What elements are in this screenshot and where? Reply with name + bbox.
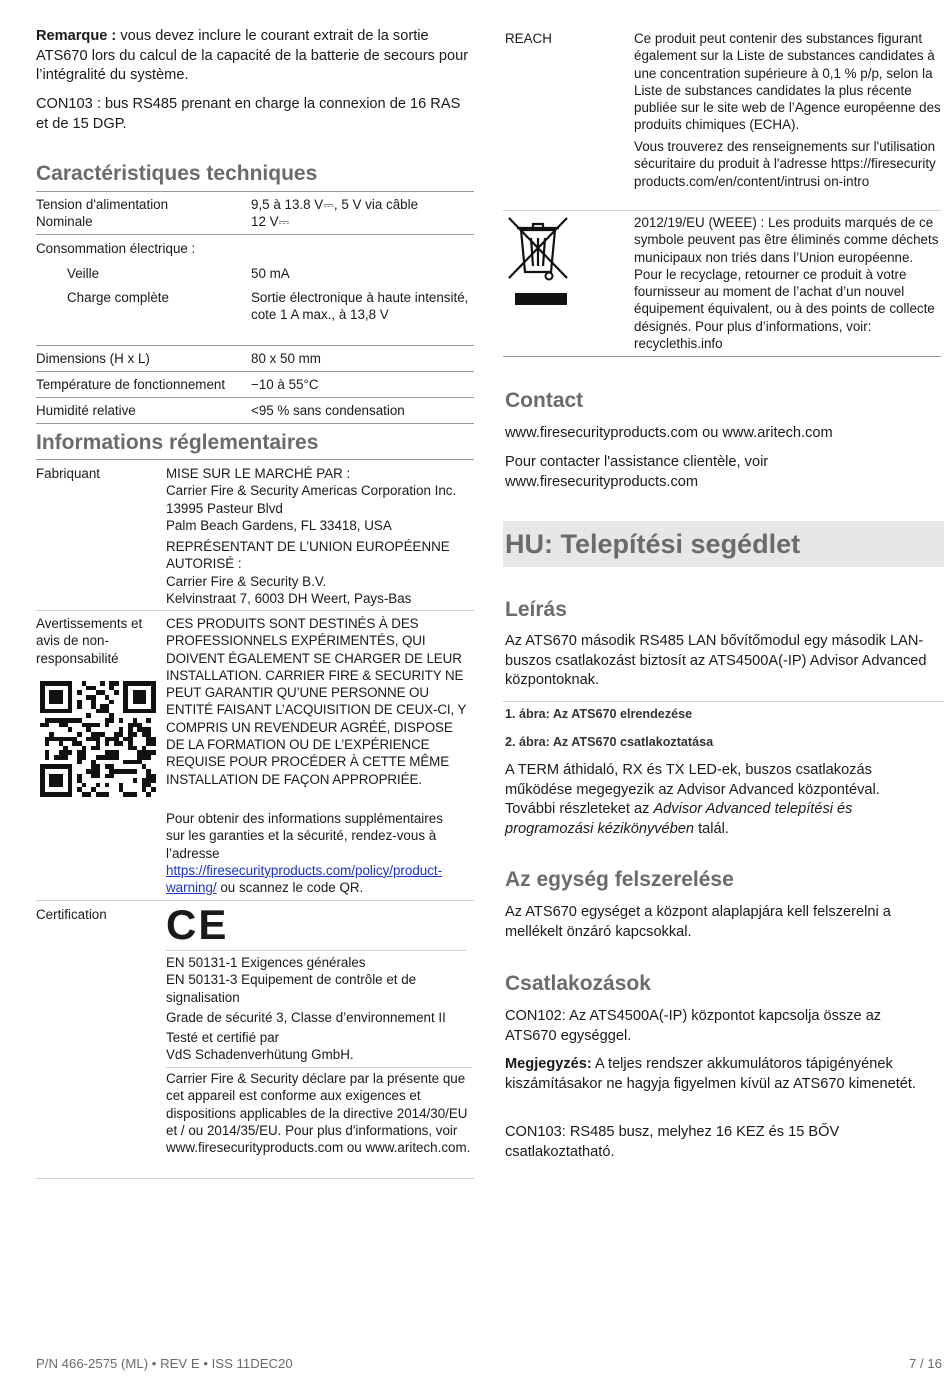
contact-title: Contact (505, 389, 584, 412)
voltage-label-b: Nominale (36, 214, 93, 230)
weee-text: 2012/19/EU (WEEE) : Les produits marqués de ce symbole peuvent pas être éliminés comme déchets municipaux non triés dans l’Union européenne. Pour le recyclage, retourner ce produit à votre fournisseur au moment de l’achat d’un nouvel équipement équivalent, ou à des points de collecte désignés. Pour plus d’informations, voir: recyclethis.info (634, 215, 939, 352)
description-title: Leírás (505, 598, 567, 621)
temperature-label: Température de fonctionnement (36, 377, 226, 392)
note-paragraph (36, 27, 474, 86)
figure-divider (503, 701, 944, 702)
voltage-value-a: 9,5 à 13.8 V⎓, 5 V via câble (251, 197, 419, 212)
humidity-label: Humidité relative (36, 403, 136, 418)
certification-label: Certification (36, 907, 107, 922)
dimensions-label: Dimensions (H x L) (36, 351, 150, 366)
tech-row-dimensions (36, 346, 474, 372)
warnings-qr-text: ou scannez le code QR. (216, 880, 364, 896)
mounting-title: Az egység felszerelése (505, 868, 734, 891)
reg-row-warnings (36, 611, 474, 901)
reach-text: Ce produit peut contenir des substances figurant également sur la Liste de substances candidates à une concentration supérieure à 0,1 % p/p, selon la Liste de substances candidates la plus récente publiée sur le site web de l’Agence européenne des produits chimiques (ECHA). (634, 31, 941, 133)
certification-declaration: Carrier Fire & Security déclare par la présente que cet appareil est conforme aux exigences et dispositions applicables de la directive 2014/30/EU et / ou 2014/35/EU. Pour plus d'informations, voir www.firesecurityproducts.com ou www.aritech.com. (166, 1071, 471, 1156)
weee-bin-icon (505, 214, 571, 309)
description-details (505, 761, 925, 839)
tech-row-temperature (36, 372, 474, 398)
reach-label: REACH (505, 31, 552, 46)
ce-mark-text: CE (166, 901, 229, 948)
humidity-value: <95 % sans condensation (251, 403, 405, 418)
mounting-text: Az ATS670 egységet a központ alaplapjára kell felszerelni a mellékelt önzáró kapcsokkal. (505, 904, 891, 940)
contact-websites: www.firesecurityproducts.com ou www.aritech.com (505, 425, 833, 441)
description-details-text: A TERM áthidaló, RX és TX LED-ek, buszos csatlakozás működése megegyezik az Advisor Advanced központéval. További részleteket az (505, 762, 880, 817)
description-text: Az ATS670 második RS485 LAN bővítőmodul egy második LAN-buszos csatlakozást biztosít az ATS4500A(-IP) Advisor Advanced központoknak. (505, 633, 927, 688)
voltage-label-a: Tension d'alimentation (36, 197, 169, 212)
connections-con102: CON102: Az ATS4500A(-IP) központot kapcsolja össze az ATS670 egységgel. (505, 1008, 882, 1044)
tech-row-consumption (36, 235, 474, 346)
manufacturer-text-2: REPRÉSENTANT DE L’UNION EUROPÉENNE AUTORISÉ : Carrier Fire & Security B.V. Kelvinstraat 7, 6003 DH Weert, Pays-Bas (166, 539, 450, 606)
footer-part-number: P/N 466-2575 (ML) • REV E • ISS 11DEC20 (36, 1356, 293, 1371)
warnings-more-text: Pour obtenir des informations supplémentaires sur les garanties et la sécurité, rendez-vous à l’adresse (166, 811, 443, 861)
certification-standards: EN 50131-1 Exigences générales EN 50131-3 Equipement de contrôle et de signalisation (166, 955, 417, 1005)
reg-row-certification (36, 901, 474, 1179)
warnings-text: CES PRODUITS SONT DESTINÉS À DES PROFESSIONNELS EXPÉRIMENTÉS, QUI DOIVENT ÉGALEMENT SE CHARGER DE LEUR INSTALLATION. CARRIER FIRE & SECURITY NE PEUT GARANTIR QU’UNE PERSONNE OU ENTITÉ FAISANT L’ACQUISITION DE CEUX-CI, Y COMPRIS UN REVENDEUR AGRÉÉ, DISPOSE DE LA FORMATION OU DE L’EXPÉRIENCE REQUISE POUR PROCÉDER À CETTE MÊME INSTALLATION DE FAÇON APPROPRIÉE. (166, 616, 467, 787)
weee-divider (503, 210, 941, 211)
reg-table (36, 459, 474, 1179)
dimensions-value: 80 x 50 mm (251, 351, 321, 366)
qr-code-icon (40, 681, 156, 797)
tech-section-title: Caractéristiques techniques (36, 162, 318, 185)
reg-section-title: Informations réglementaires (36, 431, 319, 454)
connections-title: Csatlakozások (505, 972, 651, 995)
note-text: vous devez inclure le courant extrait de la sortie ATS670 lors du calcul de la capacité de la batterie de secours pour l’intégralité du système. (36, 28, 469, 83)
contact-support: Pour contacter l'assistance clientèle, voir www.firesecurityproducts.com (505, 454, 769, 490)
manufacturer-label: Fabriquant (36, 466, 101, 481)
reach-address-text: Vous trouverez des renseignements sur l'utilisation sécuritaire du produit à l'adresse https://firesecurityproducts.com/en/content/intrusi on-intro (634, 139, 936, 189)
warnings-label: Avertissements et avis de non-responsabilité (36, 616, 143, 666)
tech-row-humidity (36, 398, 474, 424)
voltage-value (251, 196, 418, 231)
consumption-label: Consommation électrique : (36, 241, 196, 256)
description-details-end: talál. (694, 820, 729, 837)
tech-row-voltage (36, 192, 474, 235)
voltage-value-b: 12 V⎓ (251, 214, 290, 230)
connections-con103: CON103: RS485 busz, melyhez 16 KEZ és 15 BŐV csatlakoztatható. (505, 1124, 840, 1160)
full-charge-value: Sortie électronique à haute intensité, cote 1 A max., à 13,8 V (251, 290, 469, 323)
standby-value: 50 mA (251, 266, 290, 281)
reach-weee-table (503, 28, 941, 357)
connections-note (505, 1055, 935, 1094)
hu-section-title: HU: Telepítési segédlet (505, 529, 801, 559)
full-charge-label: Charge complète (67, 290, 169, 305)
standby-label: Veille (67, 266, 100, 281)
warnings-more-info (166, 810, 456, 896)
con103-paragraph: CON103 : bus RS485 prenant en charge la connexion de 16 RAS et de 15 DGP. (36, 96, 461, 132)
ce-mark-icon (166, 903, 466, 951)
note-label: Remarque : (36, 28, 117, 44)
hu-section-banner (503, 521, 944, 567)
product-warning-link[interactable]: https://firesecurityproducts.com/policy/product-warning/ (166, 862, 443, 896)
connections-note-label: Megjegyzés: (505, 1056, 592, 1072)
certification-tested: Testé et certifié par VdS Schadenverhütung GmbH. (166, 1029, 472, 1068)
reg-row-manufacturer (36, 460, 474, 611)
manufacturer-text-1: MISE SUR LE MARCHÉ PAR : Carrier Fire & Security Americas Corporation Inc. 13995 Pasteur Blvd Palm Beach Gardens, FL 33418, USA (166, 466, 457, 533)
footer-page-number: 7 / 16 (909, 1356, 942, 1371)
figure-1-caption: 1. ábra: Az ATS670 elrendezése (505, 707, 693, 721)
connections-note-text: A teljes rendszer akkumulátoros tápigényének kiszámításakor ne hagyja figyelmen kívül az ATS670 kimenetét. (505, 1056, 916, 1092)
voltage-label (36, 196, 168, 231)
temperature-value: −10 à 55°C (251, 377, 319, 392)
certification-grade: Grade de sécurité 3, Classe d’environnement II (166, 1010, 446, 1025)
tech-table (36, 191, 474, 424)
figure-2-caption: 2. ábra: Az ATS670 csatlakoztatása (505, 735, 714, 749)
manual-reference: Advisor Advanced telepítési és programozási kézikönyvében (505, 801, 853, 837)
